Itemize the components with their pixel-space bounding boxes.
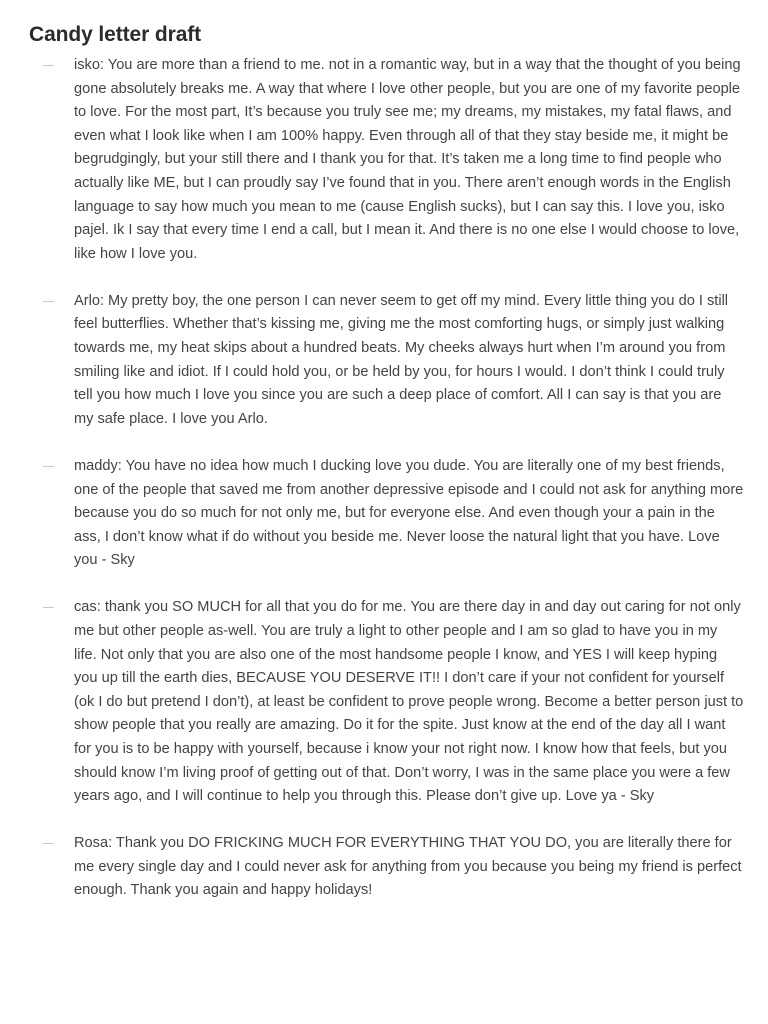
dash-bullet-icon <box>43 843 54 844</box>
list-item[interactable] <box>29 455 744 573</box>
list-item-text[interactable]: maddy: You have no idea how much I ducking love you dude. You are literally one of my best friends, one of the people that saved me from another depressive episode and I could not ask for anything more because you do so much for not only me, but for everyone else. And even though your a pain in the ass, I don’t know what if do without you beside me. Never loose the natural light that you have. Love you - Sky <box>74 457 744 569</box>
dash-bullet-icon <box>43 301 54 302</box>
list-item-text[interactable]: isko: You are more than a friend to me. not in a romantic way, but in a way that the thought of you being gone absolutely breaks me. A way that where I love other people, but you are one of my favorite people to love. For the most part, It’s because you truly see me; my dreams, my mistakes, my fatal flaws, and even what I look like when I am 100% happy. Even through all of that they stay beside me, it might be begrudgingly, but your still there and I thank you for that. It’s taken me a long time to find people who actually like ME, but I can proudly say I’ve found that in you. There aren’t enough words in the English language to say how much you mean to me (cause English sucks), but I can say this. I love you, isko pajel. Ik I say that every time I end a call, but I mean it. And there is no one else I would choose to love, like how I love you. <box>74 57 741 262</box>
list-item[interactable] <box>29 54 744 266</box>
list-item[interactable] <box>29 832 744 903</box>
list-item[interactable] <box>29 596 744 808</box>
list-item-text[interactable]: cas: thank you SO MUCH for all that you do for me. You are there day in and day out caring for not only me but other people as-well. You are truly a light to other people and I am so glad to have you in my life. Not only that you are also one of the most handsome people I know, and YES I will keep hyping you up till the earth dies, BECAUSE YOU DESERVE IT!! I don’t care if your not confident for yourself (ok I do but pretend I don’t), at least be confident to prove people wrong. Become a better person just to show people that you really are amazing. Do it for the spite. Just know at the end of the day all I want for you is to be happy with yourself, because i know your not right now. I know how that feels, but you should know I’m living proof of getting out of that. Don’t worry, I was in the same place you were a few years ago, and I will continue to help you through this. Please don’t give up. Love ya - Sky <box>74 599 744 805</box>
list-item[interactable] <box>29 290 744 432</box>
dash-bullet-icon <box>43 466 54 467</box>
note-title[interactable]: Candy letter draft <box>29 23 202 46</box>
letter-list <box>29 54 744 903</box>
list-item-text[interactable]: Arlo: My pretty boy, the one person I can never seem to get off my mind. Every little thing you do I still feel butterflies. Whether that’s kissing me, giving me the most comforting hugs, or simply just walking towards me, my heat skips about a hundred beats. My cheeks always hurt when I’m around you from smiling like and idiot. If I could hold you, or be held by you, for hours I would. I don’t think I could truly tell you how much I love you since you are such a deep place of comfort. All I can say is that you are my safe place. I love you Arlo. <box>74 292 729 427</box>
list-item-text[interactable]: Rosa: Thank you DO FRICKING MUCH FOR EVERYTHING THAT YOU DO, you are literally there for me every single day and I could never ask for anything from you because you being my friend is perfect enough. Thank you again and happy holidays! <box>74 835 742 899</box>
dash-bullet-icon <box>43 65 54 66</box>
dash-bullet-icon <box>43 607 54 608</box>
